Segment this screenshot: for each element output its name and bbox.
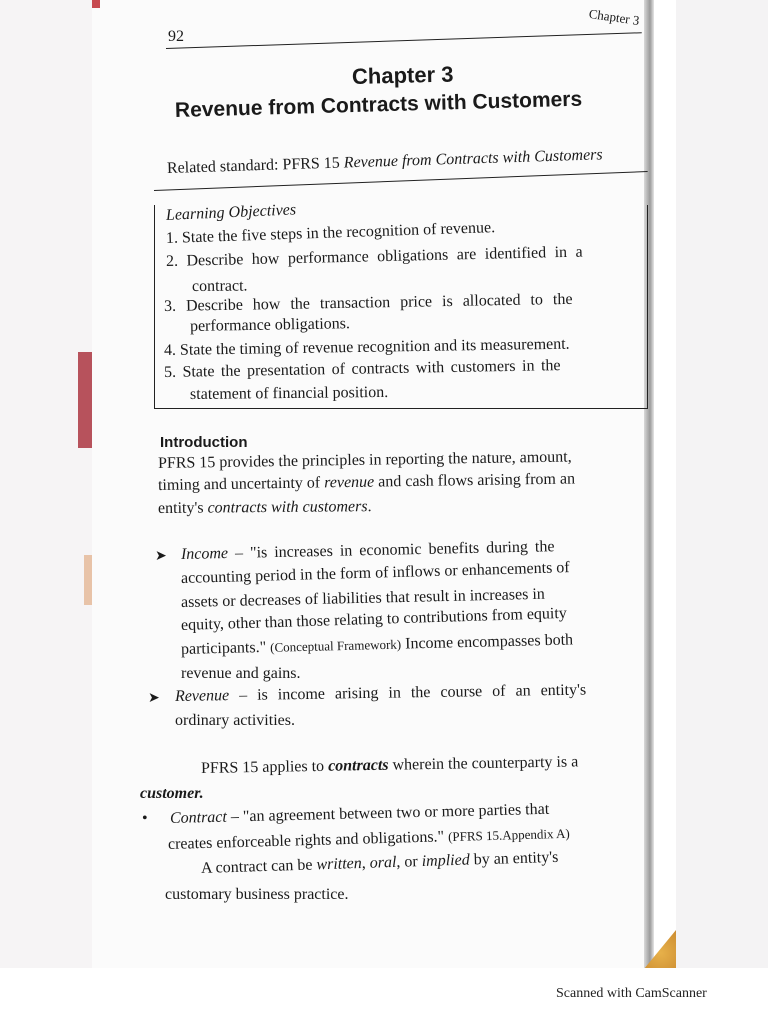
contract-line: A contract can be written, oral, or implied by an entity's [200,848,559,877]
income-line: accounting period in the form of inflows or enhancements of [180,559,570,587]
background-right [676,0,768,968]
objective-line: 2. Describe how performance obligations are identified in a [165,243,583,270]
page-number: 92 [168,28,184,45]
dot-bullet-icon: • [142,810,148,827]
objective-line: 5. State the presentation of contracts with customers in the [163,357,561,381]
intro-line: PFRS 15 provides the principles in reporting the nature, amount, [157,448,572,472]
scanner-watermark: Scanned with CamScanner [556,986,707,1001]
objective-line: contract. [191,277,248,295]
chapter-title: Revenue from Contracts with Customers [174,87,583,122]
objective-line: statement of financial position. [189,383,389,403]
revenue-line: ordinary activities. [175,712,295,729]
objectives-heading: Learning Objectives [165,201,297,224]
objective-line: 3. Describe how the transaction price is allocated to the [163,290,573,315]
objective-line: performance obligations. [189,315,351,335]
applies-line: customer. [140,785,204,802]
section-heading: Introduction [160,434,248,451]
income-line: Income – "is increases in economic benefits during the [180,538,555,563]
arrow-bullet-icon: ➤ [155,549,167,564]
intro-line: entity's contracts with customers. [157,498,372,517]
running-header: Chapter 3 [587,6,641,28]
page-corner-mark [92,0,100,8]
objective-line: 4. State the timing of revenue recognition and its measurement. [163,335,570,359]
income-line: assets or decreases of liabilities that result in increases in [180,585,545,611]
applies-line: PFRS 15 applies to contracts wherein the counterparty is a [200,753,579,777]
income-line: revenue and gains. [181,665,301,682]
contract-line: creates enforceable rights and obligations." (PFRS 15.Appendix A) [167,825,570,853]
page-edge [644,0,654,968]
income-line: participants." (Conceptual Framework) Income encompasses both [180,631,574,658]
contract-line: Contract – "an agreement between two or more parties that [169,800,550,827]
revenue-line: Revenue – is income arising in the course of an entity's [174,681,587,705]
chapter-label: Chapter 3 [351,61,454,89]
background-left [0,0,92,968]
intro-line: timing and uncertainty of revenue and cash flows arising from an [157,470,576,494]
objective-line: 1. State the five steps in the recognition of revenue. [165,219,496,247]
contract-line: customary business practice. [165,886,349,903]
related-standard: Related standard: PFRS 15 Revenue from Contracts with Customers [166,146,603,177]
income-line: equity, other than those relating to contributions from equity [180,604,568,634]
arrow-bullet-icon: ➤ [148,691,160,706]
